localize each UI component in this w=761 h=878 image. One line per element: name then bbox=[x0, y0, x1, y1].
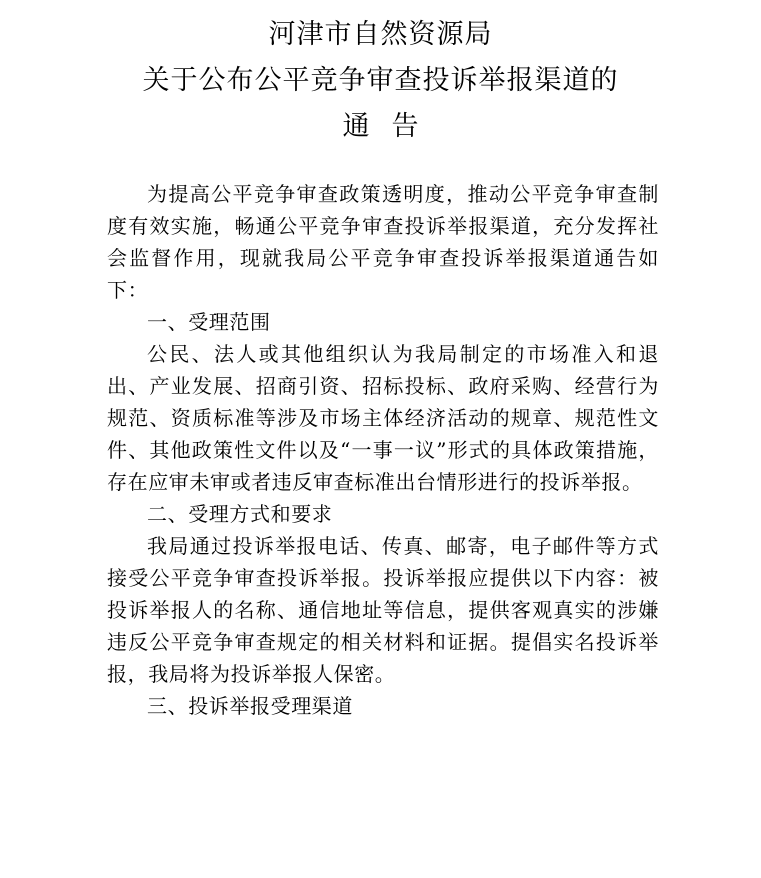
section-heading-3 bbox=[107, 690, 659, 722]
text-line: 报，我局将为投诉举报人保密。 bbox=[107, 662, 396, 686]
section-1-paragraph bbox=[107, 338, 659, 498]
text-line: 投诉举报人的名称、通信地址等信息，提供客观真实的涉嫌 bbox=[107, 598, 659, 622]
document-body bbox=[107, 178, 659, 722]
intro-paragraph bbox=[107, 178, 659, 306]
section-heading-1 bbox=[107, 306, 659, 338]
title-line-1: 河津市自然资源局 bbox=[268, 19, 493, 50]
text-line: 会监督作用，现就我局公平竞争审查投诉举报渠道通告如 bbox=[107, 246, 659, 270]
text-line: 违反公平竞争审查规定的相关材料和证据。提倡实名投诉举 bbox=[107, 630, 659, 654]
document-title bbox=[0, 12, 761, 150]
text-line: 我局通过投诉举报电话、传真、邮寄，电子邮件等方式 bbox=[147, 534, 659, 558]
text-line: 接受公平竞争审查投诉举报。投诉举报应提供以下内容：被 bbox=[107, 566, 659, 590]
heading-text: 三、投诉举报受理渠道 bbox=[147, 694, 353, 718]
text-line: 规范、资质标准等涉及市场主体经济活动的规章、规范性文 bbox=[107, 406, 659, 430]
title-line-3: 通告 bbox=[342, 111, 441, 142]
heading-text: 一、受理范围 bbox=[147, 310, 271, 334]
heading-text: 二、受理方式和要求 bbox=[147, 502, 333, 526]
text-line: 为提高公平竞争审查政策透明度，推动公平竞争审查制 bbox=[147, 182, 659, 206]
text-line: 度有效实施，畅通公平竞争审查投诉举报渠道，充分发挥社 bbox=[107, 214, 659, 238]
text-line: 出、产业发展、招商引资、招标投标、政府采购、经营行为 bbox=[107, 374, 659, 398]
title-line-2: 关于公布公平竞争审查投诉举报渠道的 bbox=[142, 65, 619, 96]
text-line: 存在应审未审或者违反审查标准出台情形进行的投诉举报。 bbox=[107, 470, 643, 494]
section-heading-2 bbox=[107, 498, 659, 530]
text-line: 下： bbox=[107, 278, 149, 302]
section-2-paragraph bbox=[107, 530, 659, 690]
text-line: 公民、法人或其他组织认为我局制定的市场准入和退 bbox=[147, 342, 659, 366]
text-line: 件、其他政策性文件以及“一事一议”形式的具体政策措施， bbox=[107, 438, 659, 462]
